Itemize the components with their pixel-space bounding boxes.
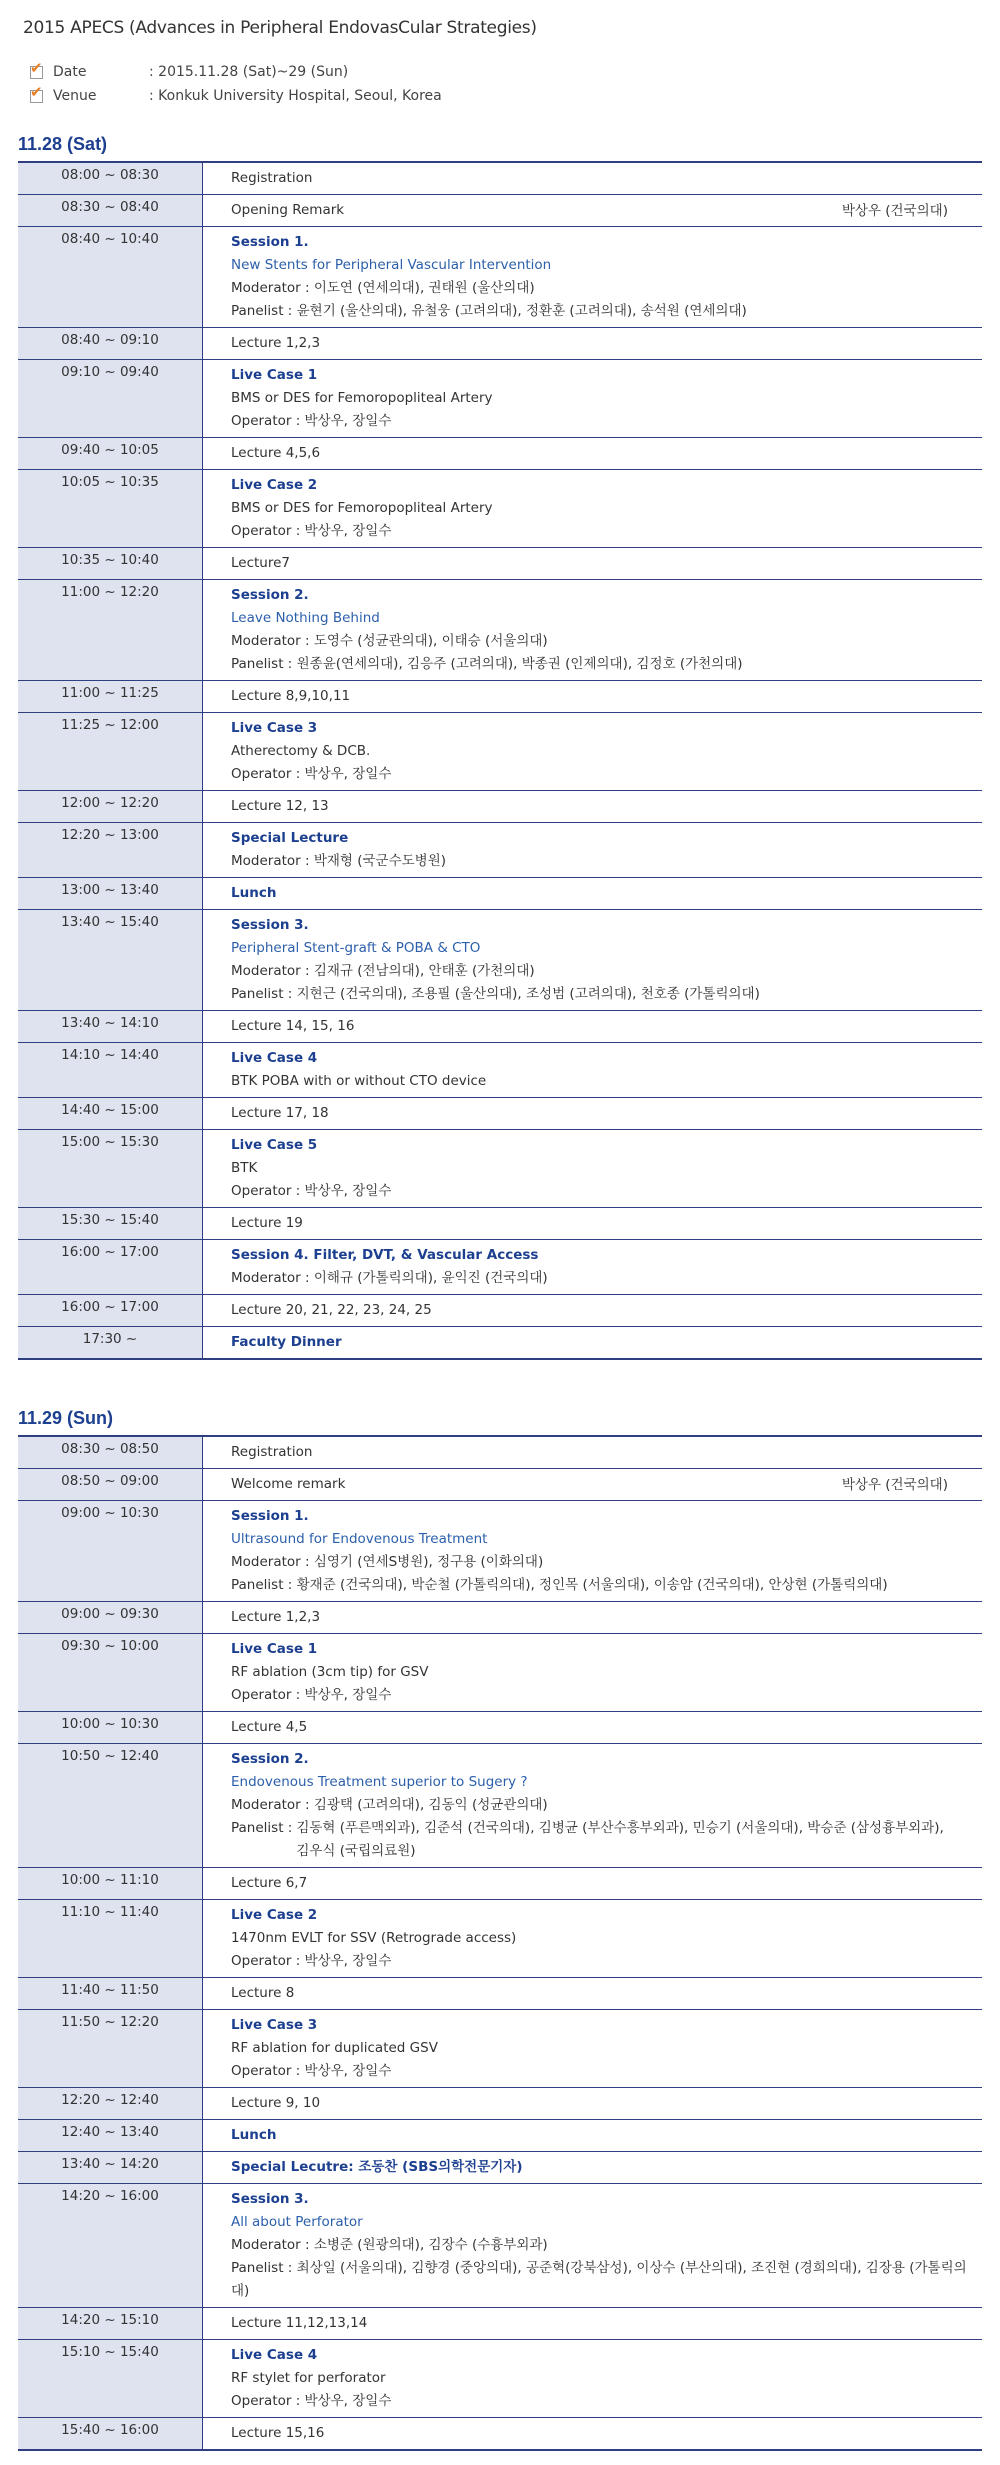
item-line: Welcome remark (231, 1476, 346, 1492)
time-cell: 11:25 ~ 12:00 (18, 713, 203, 791)
item-line: Lecture 1,2,3 (231, 1609, 321, 1625)
item-line: Lecture 8,9,10,11 (231, 688, 351, 704)
time-cell: 10:35 ~ 10:40 (18, 548, 203, 580)
item-line: BTK (231, 1160, 258, 1176)
content-cell (203, 1501, 983, 1602)
schedule-row (18, 713, 982, 791)
item-line: Lecture 6,7 (231, 1875, 308, 1891)
schedule-row (18, 2184, 982, 2308)
day1-title: 11.28 (Sat) (18, 134, 108, 154)
time-cell: 11:10 ~ 11:40 (18, 1900, 203, 1978)
schedule-row (18, 1043, 982, 1098)
item-heading: Live Case 3 (231, 2017, 318, 2033)
time-cell: 08:40 ~ 10:40 (18, 227, 203, 328)
schedule-row (18, 438, 982, 470)
time-cell: 08:30 ~ 08:40 (18, 195, 203, 227)
time-cell: 11:00 ~ 12:20 (18, 580, 203, 681)
item-line: Lecture7 (231, 555, 291, 571)
item-line: Lecture 9, 10 (231, 2095, 321, 2111)
content-cell (203, 360, 983, 438)
time-cell: 15:00 ~ 15:30 (18, 1130, 203, 1208)
checkbox-icon (30, 66, 43, 79)
item-line: Lecture 17, 18 (231, 1105, 329, 1121)
schedule-row (18, 227, 982, 328)
item-heading: Lunch (231, 885, 277, 901)
time-cell: 09:30 ~ 10:00 (18, 1634, 203, 1712)
time-cell: 08:30 ~ 08:50 (18, 1436, 203, 1469)
presenter-note: 박상우 (건국의대) (841, 1477, 948, 1493)
item-heading: Live Case 5 (231, 1137, 318, 1153)
time-cell: 09:00 ~ 09:30 (18, 1602, 203, 1634)
item-line: Panelist : 지현근 (건국의대), 조용필 (울산의대), 조성범 (고려의대), 천호종 (가톨릭의대) (231, 986, 760, 1002)
content-cell (203, 1011, 983, 1043)
time-cell: 11:00 ~ 11:25 (18, 681, 203, 713)
meta-label: Date (53, 64, 87, 80)
presenter-note: 박상우 (건국의대) (841, 203, 948, 219)
schedule-row (18, 910, 982, 1011)
content-cell (203, 1098, 983, 1130)
time-cell: 08:50 ~ 09:00 (18, 1469, 203, 1501)
schedule-row (18, 360, 982, 438)
content-cell (203, 1208, 983, 1240)
item-heading: Live Case 1 (231, 1641, 318, 1657)
item-line: Moderator : 이해규 (가톨릭의대), 윤익진 (건국의대) (231, 1270, 548, 1286)
schedule-row (18, 195, 982, 227)
item-line: RF ablation for duplicated GSV (231, 2040, 438, 2056)
item-heading: Faculty Dinner (231, 1334, 342, 1350)
item-line: Lecture 4,5 (231, 1719, 308, 1735)
schedule-row (18, 580, 982, 681)
item-line: Operator : 박상우, 장일수 (231, 1953, 392, 1969)
time-cell: 10:05 ~ 10:35 (18, 470, 203, 548)
schedule-row (18, 1501, 982, 1602)
page-title: 2015 APECS (Advances in Peripheral EndovasCular Strategies) (23, 18, 537, 38)
schedule-row (18, 1327, 982, 1360)
item-line: Operator : 박상우, 장일수 (231, 1183, 392, 1199)
panelist-line: 김동혁 (푸른맥외과), 김준석 (건국의대), 김병균 (부산수흥부외과), 민승기 (서울의대), 박승준 (삼성흉부외과), (296, 1820, 944, 1836)
item-line: Registration (231, 1444, 313, 1460)
schedule-row (18, 2120, 982, 2152)
item-line: Lecture 19 (231, 1215, 303, 1231)
schedule-row (18, 1208, 982, 1240)
schedule-row (18, 548, 982, 580)
content-cell (203, 1436, 983, 1469)
time-cell: 08:00 ~ 08:30 (18, 162, 203, 195)
schedule-row (18, 2088, 982, 2120)
schedule-row (18, 1634, 982, 1712)
item-line: Moderator : 도영수 (성균관의대), 이태승 (서울의대) (231, 633, 548, 649)
item-subtitle: Peripheral Stent-graft & POBA & CTO (231, 940, 481, 956)
schedule-row (18, 1978, 982, 2010)
item-line: Moderator : 박재형 (국군수도병원) (231, 853, 447, 869)
item-line: Lecture 20, 21, 22, 23, 24, 25 (231, 1302, 432, 1318)
schedule-row (18, 1130, 982, 1208)
schedule-row (18, 162, 982, 195)
content-cell (203, 2152, 983, 2184)
content-cell (203, 1900, 983, 1978)
schedule-row (18, 1900, 982, 1978)
item-line: Operator : 박상우, 장일수 (231, 2063, 392, 2079)
content-cell (203, 227, 983, 328)
time-cell: 13:00 ~ 13:40 (18, 878, 203, 910)
item-heading: Live Case 4 (231, 2347, 318, 2363)
time-cell: 15:10 ~ 15:40 (18, 2340, 203, 2418)
day1-schedule-table (18, 161, 982, 1360)
item-line: Panelist : 원종윤(연세의대), 김응주 (고려의대), 박종권 (인제의대), 김정호 (가천의대) (231, 656, 743, 672)
item-heading: Live Case 1 (231, 367, 318, 383)
item-line: 1470nm EVLT for SSV (Retrograde access) (231, 1930, 517, 1946)
time-cell: 15:40 ~ 16:00 (18, 2418, 203, 2451)
schedule-row (18, 878, 982, 910)
content-cell (203, 681, 983, 713)
item-heading: Session 3. (231, 917, 309, 933)
time-cell: 09:40 ~ 10:05 (18, 438, 203, 470)
item-heading: Session 2. (231, 587, 309, 603)
content-cell (203, 2120, 983, 2152)
schedule-row (18, 1240, 982, 1295)
item-line: Moderator : 이도연 (연세의대), 권태원 (울산의대) (231, 280, 535, 296)
time-cell: 11:40 ~ 11:50 (18, 1978, 203, 2010)
item-line: Operator : 박상우, 장일수 (231, 1687, 392, 1703)
schedule-row (18, 1436, 982, 1469)
item-subtitle: All about Perforator (231, 2214, 363, 2230)
day2-schedule-table (18, 1435, 982, 2451)
item-subtitle: Ultrasound for Endovenous Treatment (231, 1531, 488, 1547)
content-cell (203, 328, 983, 360)
time-cell: 11:50 ~ 12:20 (18, 2010, 203, 2088)
time-cell: 14:20 ~ 15:10 (18, 2308, 203, 2340)
content-cell (203, 1978, 983, 2010)
time-cell: 10:00 ~ 10:30 (18, 1712, 203, 1744)
item-heading: Session 4. Filter, DVT, & Vascular Access (231, 1247, 539, 1263)
item-line: Moderator : 김광택 (고려의대), 김동익 (성균관의대) (231, 1797, 548, 1813)
panelist-line: 김우식 (국립의료원) (296, 1843, 416, 1859)
item-line: Panelist : 윤현기 (울산의대), 유철웅 (고려의대), 정환훈 (고려의대), 송석원 (연세의대) (231, 303, 747, 319)
content-cell (203, 1240, 983, 1295)
schedule-row (18, 2152, 982, 2184)
content-cell (203, 1295, 983, 1327)
item-heading: Live Case 2 (231, 477, 318, 493)
item-line: Moderator : 소병준 (원광의대), 김장수 (수흉부외과) (231, 2237, 548, 2253)
time-cell: 16:00 ~ 17:00 (18, 1295, 203, 1327)
time-cell: 13:40 ~ 14:10 (18, 1011, 203, 1043)
content-cell (203, 438, 983, 470)
item-line: Moderator : 심영기 (연세S병원), 정구용 (이화의대) (231, 1554, 544, 1570)
content-cell (203, 791, 983, 823)
content-cell (203, 1469, 983, 1501)
schedule-row (18, 1011, 982, 1043)
item-subtitle: New Stents for Peripheral Vascular Intervention (231, 257, 552, 273)
item-heading: Special Lecutre: 조동찬 (SBS의학전문기자) (231, 2159, 523, 2175)
event-meta (30, 60, 982, 108)
item-heading: Session 1. (231, 234, 309, 250)
item-line: Operator : 박상우, 장일수 (231, 413, 392, 429)
schedule-row (18, 2308, 982, 2340)
checkbox-icon (30, 90, 43, 103)
panelist-names (292, 1817, 943, 1863)
content-cell (203, 2340, 983, 2418)
schedule-row (18, 1469, 982, 1501)
item-line: BMS or DES for Femoropopliteal Artery (231, 390, 493, 406)
item-heading: Session 1. (231, 1508, 309, 1524)
content-cell (203, 2088, 983, 2120)
schedule-row (18, 823, 982, 878)
schedule-row (18, 1295, 982, 1327)
item-heading: Special Lecture (231, 830, 349, 846)
item-line: Lecture 1,2,3 (231, 335, 321, 351)
time-cell: 12:20 ~ 12:40 (18, 2088, 203, 2120)
item-line: Lecture 14, 15, 16 (231, 1018, 355, 1034)
time-cell: 14:40 ~ 15:00 (18, 1098, 203, 1130)
content-cell (203, 713, 983, 791)
content-cell (203, 1744, 983, 1868)
time-cell: 12:20 ~ 13:00 (18, 823, 203, 878)
schedule-row (18, 791, 982, 823)
item-line: Lecture 12, 13 (231, 798, 329, 814)
content-cell (203, 1327, 983, 1360)
item-heading: Lunch (231, 2127, 277, 2143)
item-line: Lecture 4,5,6 (231, 445, 321, 461)
item-line: Operator : 박상우, 장일수 (231, 766, 392, 782)
schedule-row (18, 1098, 982, 1130)
time-cell: 12:40 ~ 13:40 (18, 2120, 203, 2152)
panelist-block (231, 1817, 982, 1863)
content-cell (203, 1634, 983, 1712)
time-cell: 14:20 ~ 16:00 (18, 2184, 203, 2308)
schedule-row (18, 1712, 982, 1744)
item-line: BMS or DES for Femoropopliteal Artery (231, 500, 493, 516)
item-line: RF stylet for perforator (231, 2370, 386, 2386)
meta-venue-row (30, 84, 982, 108)
item-heading: Session 2. (231, 1751, 309, 1767)
time-cell: 14:10 ~ 14:40 (18, 1043, 203, 1098)
time-cell: 15:30 ~ 15:40 (18, 1208, 203, 1240)
time-cell: 09:00 ~ 10:30 (18, 1501, 203, 1602)
item-heading: Session 3. (231, 2191, 309, 2207)
time-cell: 08:40 ~ 09:10 (18, 328, 203, 360)
content-cell (203, 470, 983, 548)
content-cell (203, 195, 983, 227)
time-cell: 10:00 ~ 11:10 (18, 1868, 203, 1900)
schedule-row (18, 2340, 982, 2418)
content-cell (203, 823, 983, 878)
item-line: Moderator : 김재규 (전남의대), 안태훈 (가천의대) (231, 963, 535, 979)
meta-date-row (30, 60, 982, 84)
item-line: BTK POBA with or without CTO device (231, 1073, 487, 1089)
schedule-row (18, 1602, 982, 1634)
meta-value: : 2015.11.28 (Sat)~29 (Sun) (149, 64, 349, 80)
time-cell: 10:50 ~ 12:40 (18, 1744, 203, 1868)
content-cell (203, 2418, 983, 2451)
panelist-label: Panelist : (231, 1820, 293, 1836)
item-line: Panelist : 황재준 (건국의대), 박순철 (가톨릭의대), 정인목 (서울의대), 이송암 (건국의대), 안상현 (가톨릭의대) (231, 1577, 888, 1593)
content-cell (203, 1712, 983, 1744)
schedule-row (18, 328, 982, 360)
item-line: RF ablation (3cm tip) for GSV (231, 1664, 429, 1680)
content-cell (203, 2010, 983, 2088)
content-cell (203, 1602, 983, 1634)
schedule-row (18, 470, 982, 548)
time-cell: 12:00 ~ 12:20 (18, 791, 203, 823)
item-line: Lecture 8 (231, 1985, 295, 2001)
meta-label: Venue (53, 88, 97, 104)
schedule-row (18, 681, 982, 713)
content-cell (203, 162, 983, 195)
schedule-row (18, 1868, 982, 1900)
content-cell (203, 1868, 983, 1900)
item-line: Panelist : 최상일 (서울의대), 김향경 (중앙의대), 공준혁(강북삼성), 이상수 (부산의대), 조진현 (경희의대), 김장용 (가톨릭의대) (231, 2260, 967, 2299)
item-subtitle: Endovenous Treatment superior to Sugery ? (231, 1774, 528, 1790)
item-heading: Live Case 4 (231, 1050, 318, 1066)
day2-title: 11.29 (Sun) (18, 1408, 114, 1428)
time-cell: 13:40 ~ 14:20 (18, 2152, 203, 2184)
item-line: Atherectomy & DCB. (231, 743, 371, 759)
item-line: Registration (231, 170, 313, 186)
item-line: Operator : 박상우, 장일수 (231, 523, 392, 539)
item-line: Lecture 15,16 (231, 2425, 325, 2441)
content-cell (203, 878, 983, 910)
content-cell (203, 1130, 983, 1208)
item-heading: Live Case 3 (231, 720, 318, 736)
content-cell (203, 2308, 983, 2340)
content-cell (203, 548, 983, 580)
content-cell (203, 1043, 983, 1098)
item-line: Operator : 박상우, 장일수 (231, 2393, 392, 2409)
time-cell: 17:30 ~ (18, 1327, 203, 1360)
item-heading: Live Case 2 (231, 1907, 318, 1923)
schedule-row (18, 1744, 982, 1868)
time-cell: 16:00 ~ 17:00 (18, 1240, 203, 1295)
time-cell: 09:10 ~ 09:40 (18, 360, 203, 438)
time-cell: 13:40 ~ 15:40 (18, 910, 203, 1011)
meta-value: : Konkuk University Hospital, Seoul, Korea (149, 88, 442, 104)
item-line: Opening Remark (231, 202, 345, 218)
schedule-row (18, 2010, 982, 2088)
schedule-row (18, 2418, 982, 2451)
item-line: Lecture 11,12,13,14 (231, 2315, 368, 2331)
content-cell (203, 910, 983, 1011)
content-cell (203, 2184, 983, 2308)
item-subtitle: Leave Nothing Behind (231, 610, 380, 626)
content-cell (203, 580, 983, 681)
